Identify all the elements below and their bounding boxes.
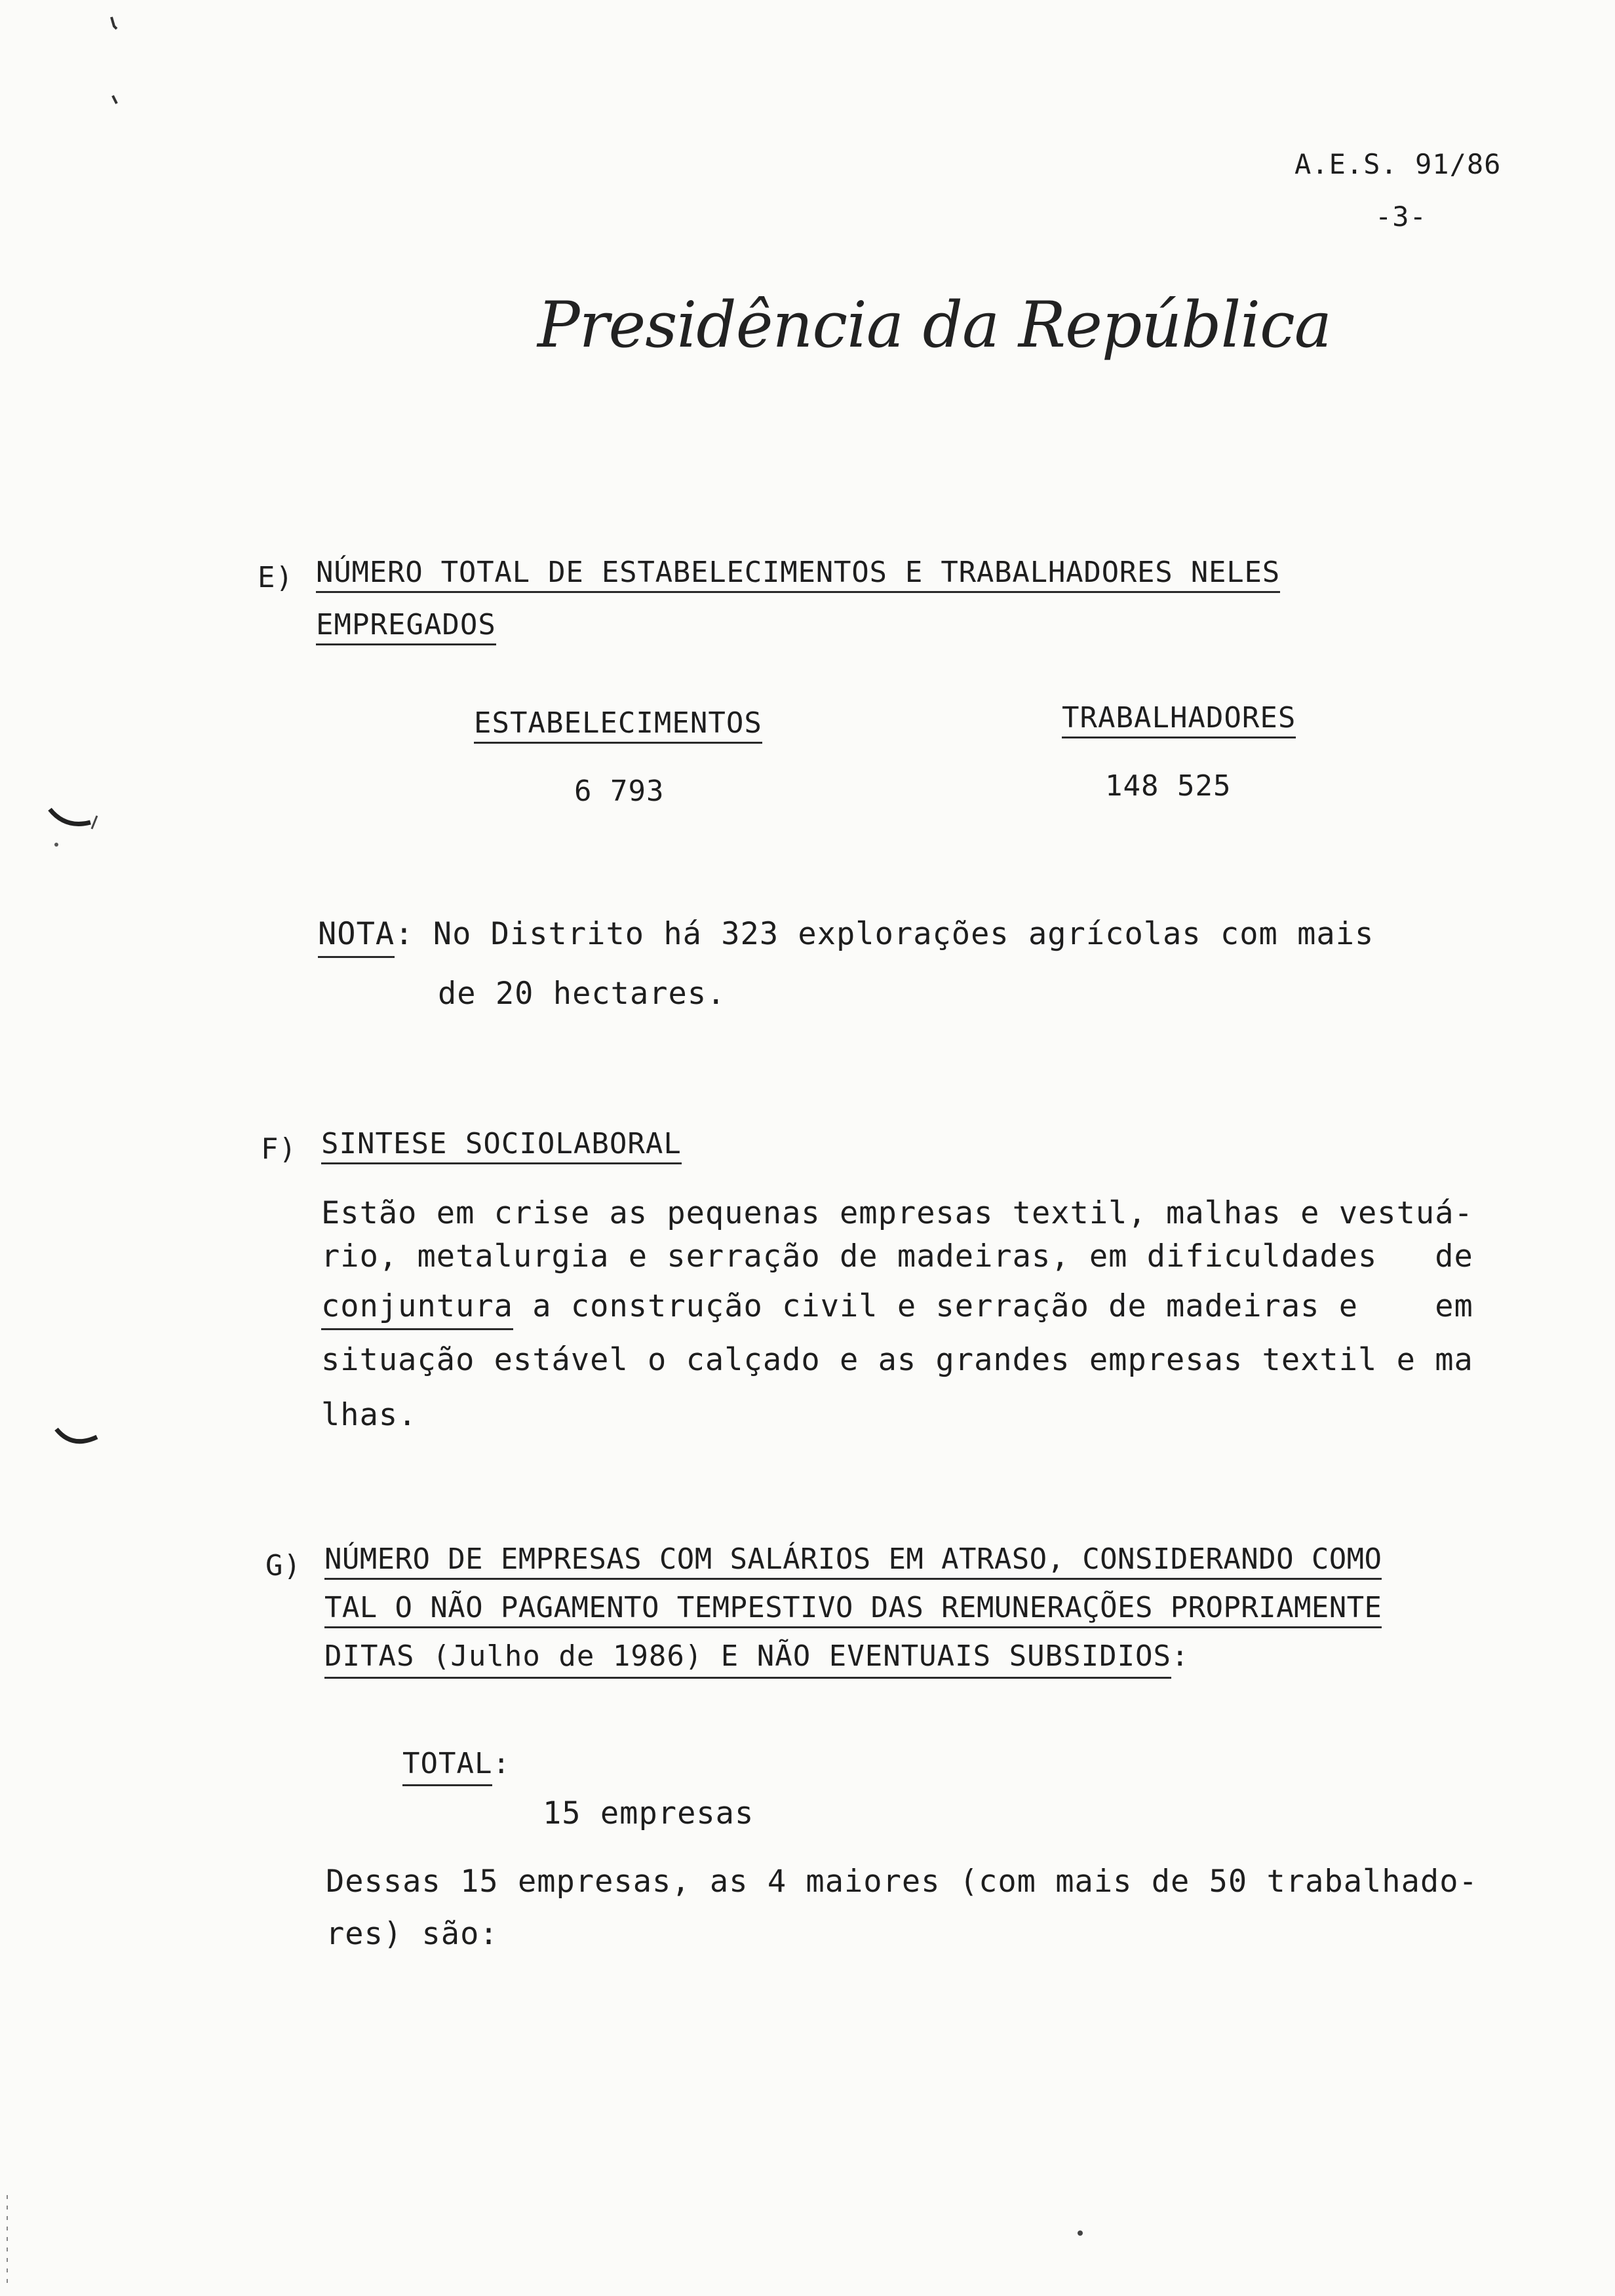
section-e-letter: E) bbox=[258, 561, 294, 594]
section-g-title-line1: NÚMERO DE EMPRESAS COM SALÁRIOS EM ATRASO, CONSIDERANDO COMO bbox=[324, 1545, 1382, 1580]
scan-edge-bottom-left bbox=[4, 2195, 10, 2287]
section-g-title-line2: TAL O NÃO PAGAMENTO TEMPESTIVO DAS REMUNERAÇÕES PROPRIAMENTE bbox=[324, 1594, 1382, 1628]
total-label: TOTAL bbox=[402, 1747, 492, 1786]
letterhead-presidencia: Presidência da República bbox=[537, 288, 1332, 362]
establishments-header: ESTABELECIMENTOS bbox=[474, 709, 762, 744]
total-colon: : bbox=[492, 1747, 511, 1780]
scan-speck-bottom bbox=[1075, 2228, 1088, 2241]
section-f-line5: lhas. bbox=[321, 1397, 418, 1433]
page-number: -3- bbox=[1375, 201, 1427, 233]
hole-punch-mark-upper bbox=[46, 803, 105, 849]
hole-punch-mark-lower bbox=[52, 1425, 105, 1464]
section-f-letter: F) bbox=[261, 1132, 297, 1166]
section-g-line2: res) são: bbox=[326, 1916, 499, 1952]
section-f-line3 bbox=[321, 1288, 1473, 1324]
total-value: 15 empresas bbox=[543, 1795, 754, 1831]
note-colon: : bbox=[395, 916, 414, 952]
total-label-row bbox=[402, 1747, 511, 1780]
section-e-title-line1: NÚMERO TOTAL DE ESTABELECIMENTOS E TRABALHADORES NELES bbox=[316, 558, 1280, 593]
section-g-title-line3 bbox=[324, 1639, 1190, 1673]
scan-mark-top bbox=[105, 12, 131, 110]
establishments-value: 6 793 bbox=[574, 775, 665, 808]
workers-header: TRABALHADORES bbox=[1062, 704, 1296, 738]
note-text-line1: No Distrito há 323 explorações agrícolas com mais bbox=[433, 916, 1374, 952]
document-reference: A.E.S. 91/86 bbox=[1294, 148, 1502, 180]
section-g-letter: G) bbox=[265, 1549, 302, 1582]
section-g-line1: Dessas 15 empresas, as 4 maiores (com mais de 50 trabalhado- bbox=[326, 1864, 1478, 1900]
note-label: NOTA bbox=[318, 916, 395, 958]
word-conjuntura: conjuntura bbox=[321, 1288, 513, 1330]
section-f-line2: rio, metalurgia e serração de madeiras, em dificuldades de bbox=[321, 1238, 1473, 1274]
section-e-title-line2: EMPREGADOS bbox=[316, 611, 496, 645]
section-g-title-colon: : bbox=[1171, 1639, 1190, 1673]
section-f-line4: situação estável o calçado e as grandes empresas textil e ma bbox=[321, 1342, 1473, 1378]
note-line1 bbox=[318, 916, 1374, 952]
section-f-line3-rest: a construção civil e serração de madeiras e em bbox=[513, 1288, 1473, 1324]
workers-value: 148 525 bbox=[1105, 769, 1232, 803]
section-g-title-line3-text: DITAS (Julho de 1986) E NÃO EVENTUAIS SUBSIDIOS bbox=[324, 1639, 1171, 1679]
section-f-line1: Estão em crise as pequenas empresas textil, malhas e vestuá- bbox=[321, 1195, 1473, 1231]
note-text-line2: de 20 hectares. bbox=[438, 976, 726, 1012]
section-f-title: SINTESE SOCIOLABORAL bbox=[321, 1130, 682, 1164]
